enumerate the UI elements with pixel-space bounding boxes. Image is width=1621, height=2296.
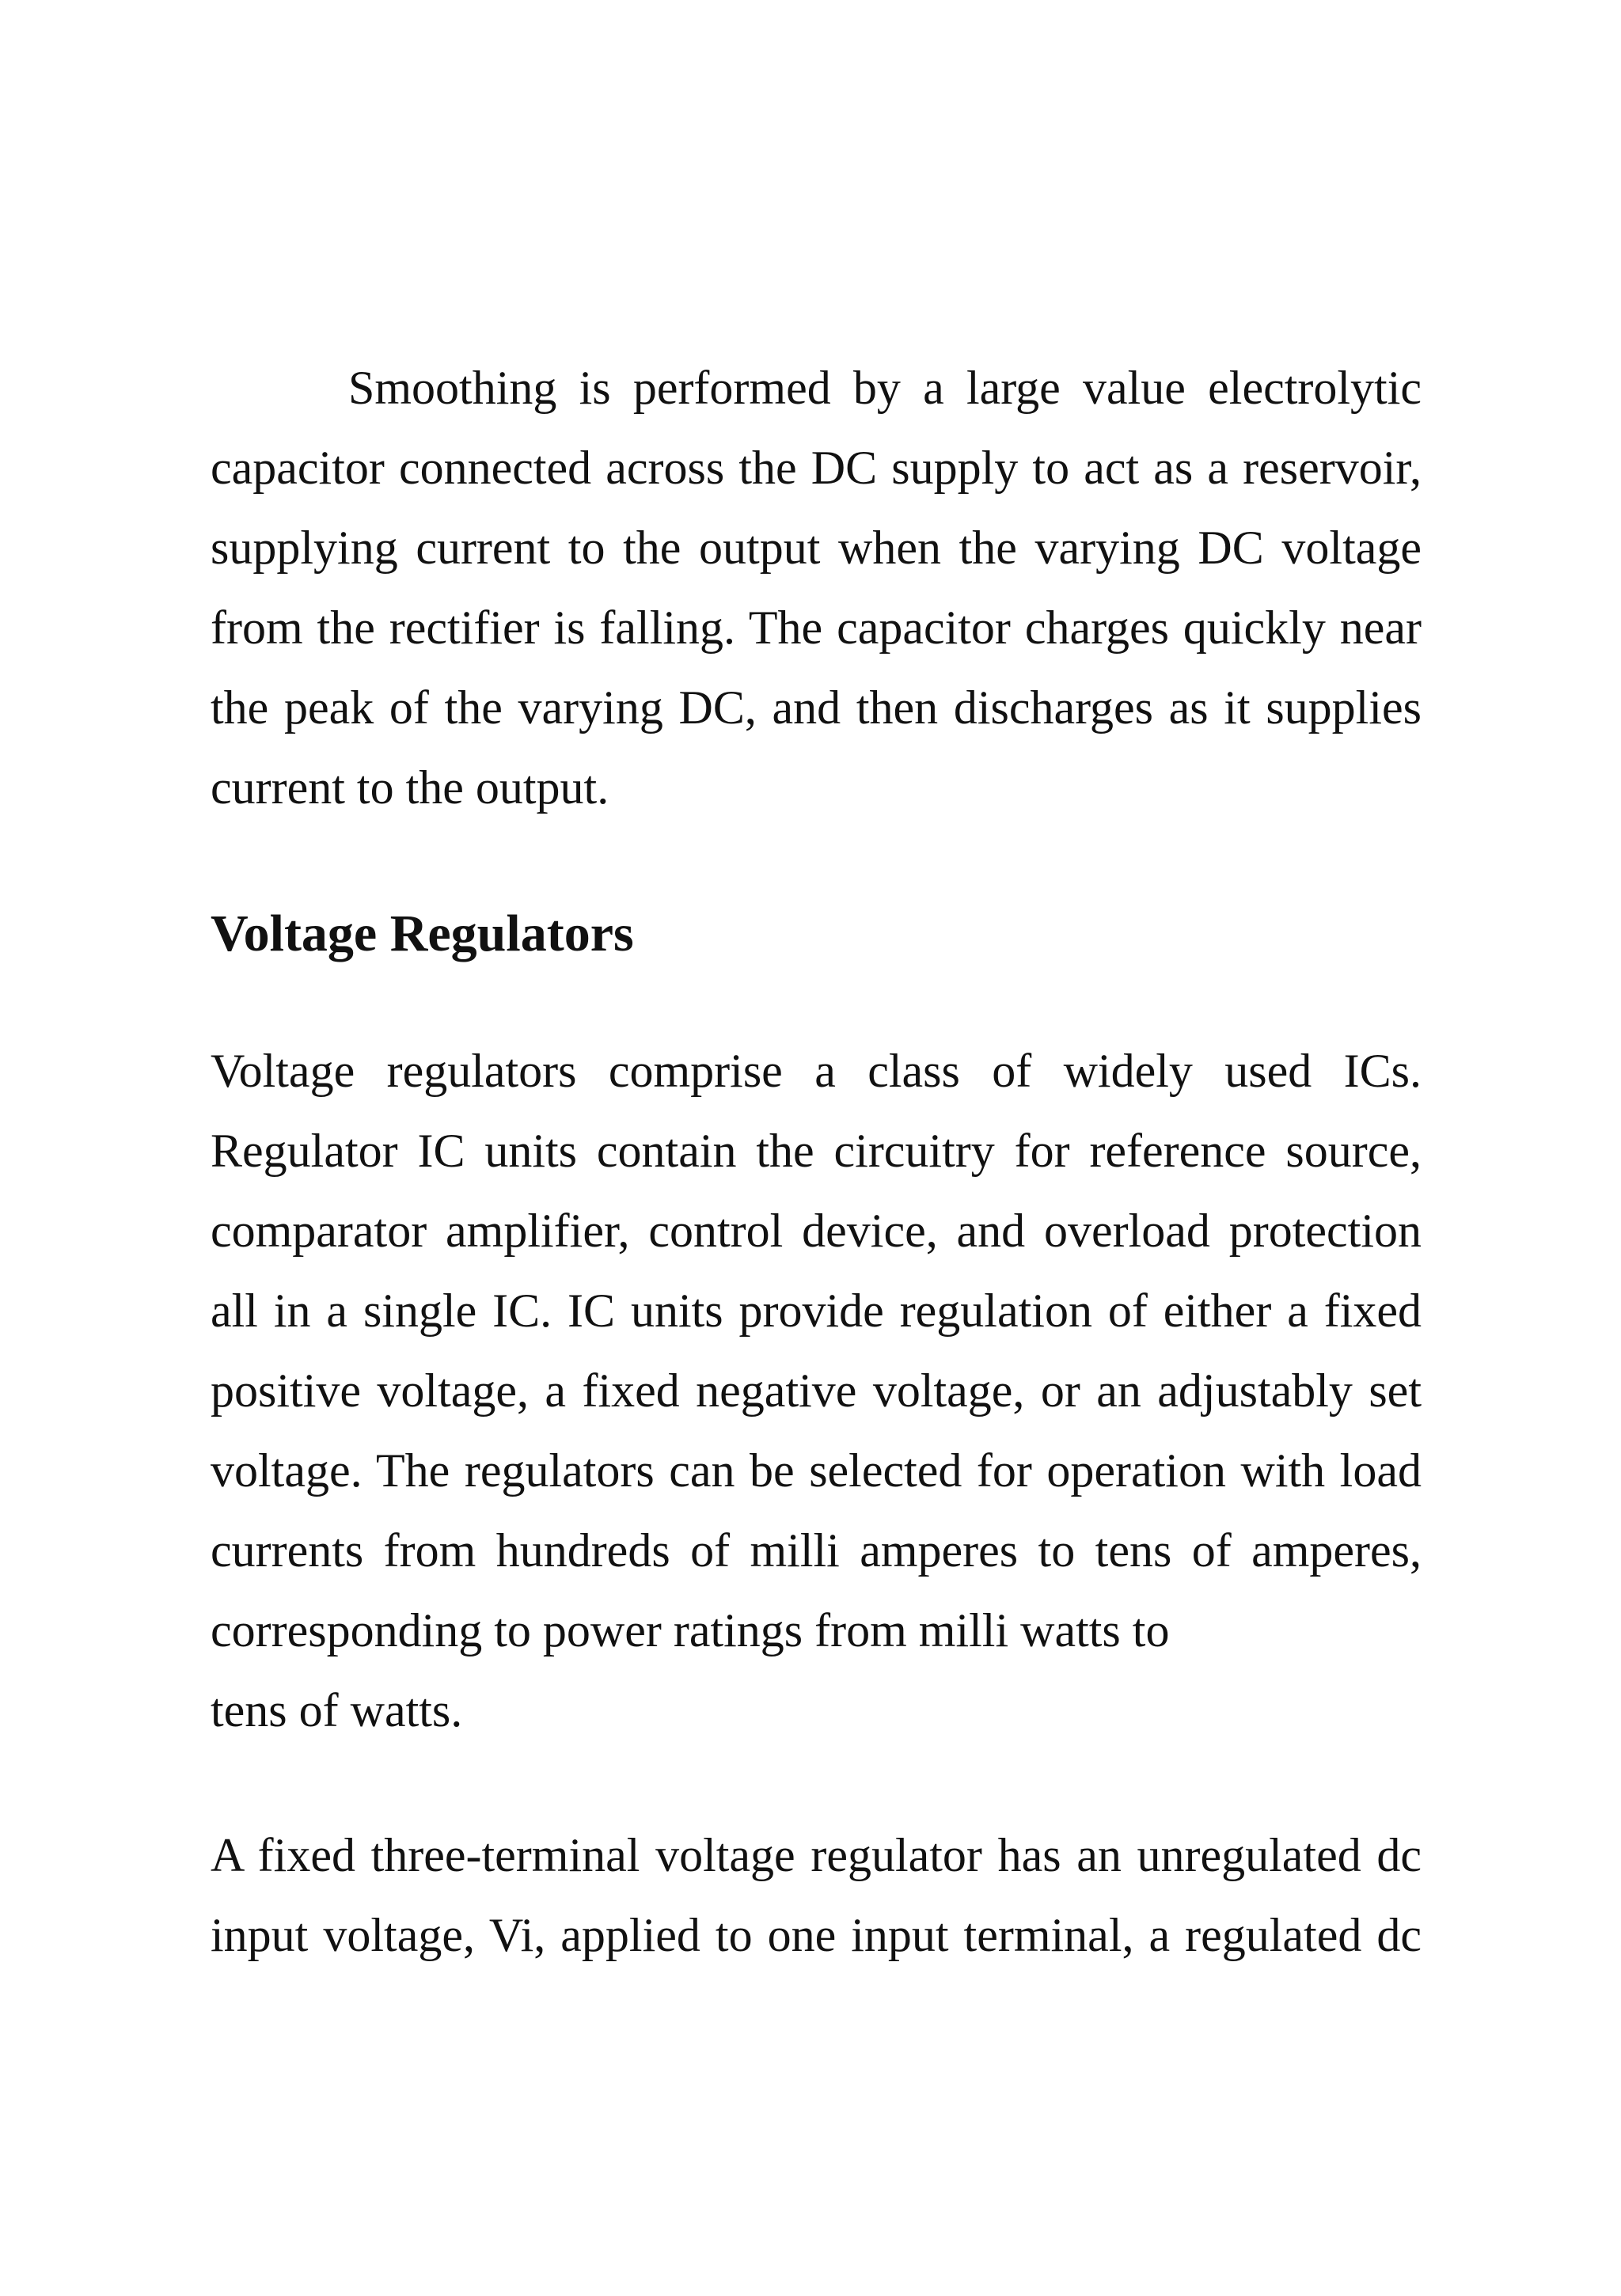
three-terminal-regulator-paragraph: A fixed three-terminal voltage regulator has an unregulated dc input voltage, Vi, applied to one input terminal, a regulated dc <box>211 1829 1422 1961</box>
voltage-regulators-paragraph-body: Voltage regulators comprise a class of widely used ICs. Regulator IC units contain the circuitry for reference source, comparator amplifier, control device, and overload protection all in a single IC. IC units provide regulation of either a fixed positive voltage, a fixed negative voltage, or an adjustably set voltage. The regulators can be selected for operation with load currents from hundreds of milli amperes to tens of amperes, corresponding to power ratings from milli watts to <box>211 1045 1422 1657</box>
smoothing-paragraph: Smoothing is performed by a large value electrolytic capacitor connected across the DC supply to act as a reservoir, supplying current to the output when the varying DC voltage from the rectifier is falling. The capacitor charges quickly near the peak of the varying DC, and then discharges as it supplies current to the output. <box>211 362 1422 814</box>
section-heading: Voltage Regulators <box>211 905 634 962</box>
voltage-regulators-paragraph <box>211 1031 1422 1751</box>
voltage-regulators-paragraph-last-line: tens of watts. <box>211 1684 463 1736</box>
